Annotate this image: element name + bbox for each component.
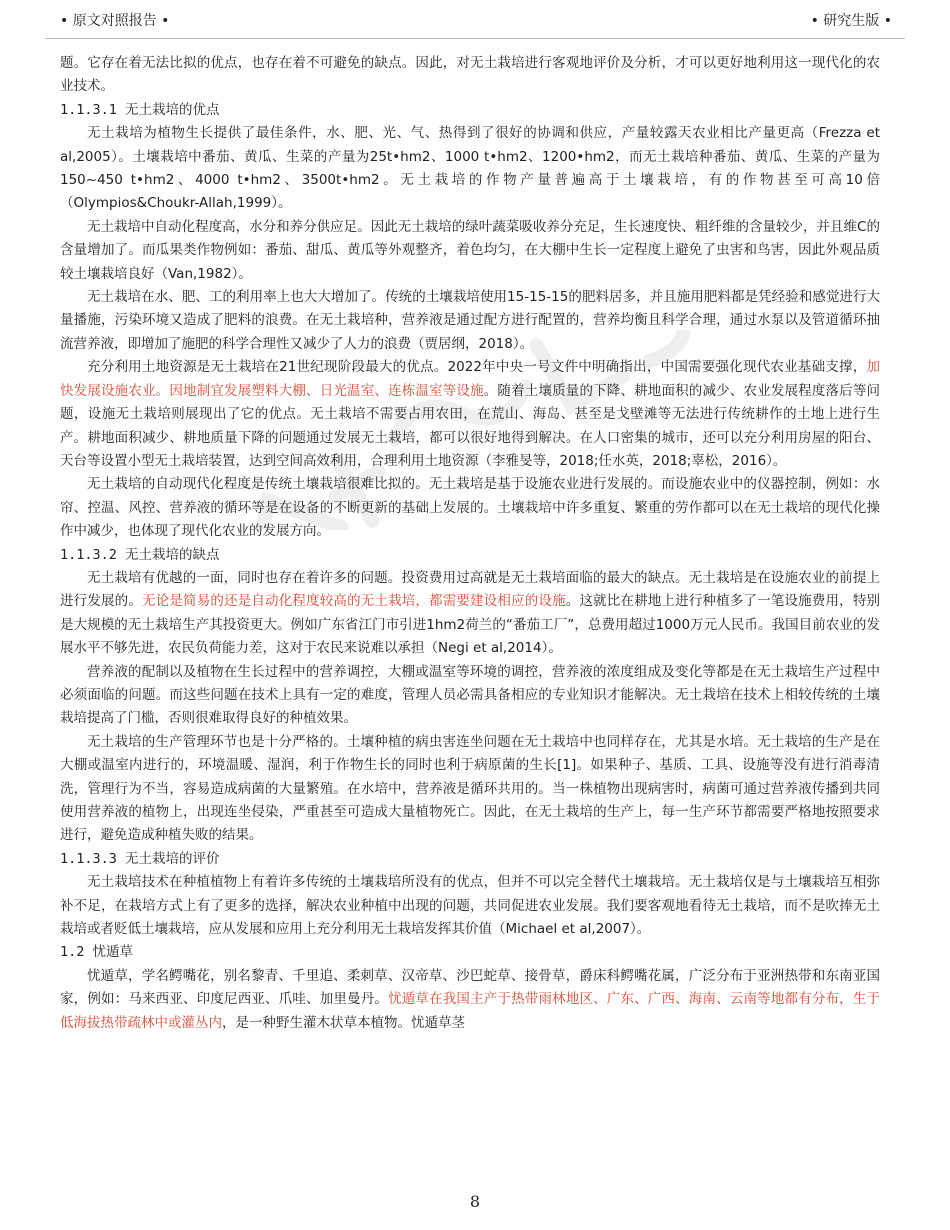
- header-report-title: • 原文对照报告 •: [60, 13, 170, 29]
- page-header: [0, 0, 950, 40]
- highlighted-text: 加快发展设施农业。因地制宜发展塑料大棚、日光温室、连栋温室等设施: [60, 359, 880, 399]
- text-segment: 忧遁草，学名鳄嘴花，别名黎青、千里追、柔刺草、汉帝草、沙巴蛇草、接骨草，爵床科鳄嘴花属，广泛分布于亚洲热带和东南亚国家，例如：马来西亚、印度尼西亚、爪哇、加里曼丹。: [60, 967, 880, 1008]
- header-edition: • 研究生版 •: [810, 13, 892, 29]
- paragraph-modernization: 无土栽培的自动现代化程度是传统土壤栽培很难比拟的。无土栽培是基于设施农业进行发展的。而设施农业中的仪器控制，例如：水帘、控温、风控、营养液的循环等是在设备的不断更新的基础上发展的。土壤栽培中许多重复、繁重的劳作都可以在无土栽培的现代化操作中减少，也体现了现代化农业的发展方向。: [60, 476, 880, 540]
- section-heading-disadvantages: 1.1.3.2 无土栽培的缺点: [60, 546, 220, 563]
- paragraph-yield: 无土栽培为植物生长提供了最佳条件，水、肥、光、气、热得到了很好的协调和供应，产量较露天农业相比产量更高（Frezza et al,2005）。土壤栽培中番茄、黄瓜、生菜的产量为25t•hm2、1000 t•hm2、1200•hm2，而无土栽培种番茄、黄瓜、生菜的产量为150~450 t•hm2、4000 t•hm2、3500t•hm2。无土栽培的作物产量普遍高于土壤栽培，有的作物甚至可高10倍（Olympios&Choukr-Allah,1999）。: [60, 125, 880, 212]
- paragraph-resource-efficiency: 无土栽培在水、肥、工的利用率上也大大增加了。传统的土壤栽培使用15-15-15的肥料居多，并且施用肥料都是凭经验和感觉进行大量播施，污染环境又造成了肥料的浪费。在无土栽培种，营养液是通过配方进行配置的，营养均衡且科学合理，通过水泵以及管道循环抽流营养液，即增加了施肥的科学合理性又减少了人力的浪费（贾居纲，2018）。: [60, 289, 880, 352]
- paragraph-investment: [60, 567, 880, 661]
- paragraph-technical-difficulty: 营养液的配制以及植物在生长过程中的营养调控，大棚或温室等环境的调控，营养液的浓度组成及变化等都是在无土栽培生产过程中必须面临的问题。而这些问题在技术上具有一定的难度，管理人员必需具备相应的专业知识才能解决。无土栽培在技术上相较传统的土壤栽培提高了门槛，否则很难取得良好的种植效果。: [60, 663, 880, 727]
- text-segment: 。这就比在耕地上进行种植多了一笔设施费用，特别是大规模的无土栽培生产其投资更大。例如广东省江门市引进1hm2荷兰的“番茄工厂”，总费用超过1000万元人民币。我国目前农业的发展水平不够先进，农民负荷能力差，这对于农民来说难以承担（Negi et al,2014）。: [60, 593, 881, 657]
- document-body: [60, 52, 880, 1035]
- section-heading-plant: 1.2 忧遁草: [60, 944, 134, 961]
- paragraph-automation-quality: 无土栽培中自动化程度高，水分和养分供应足。因此无土栽培的绿叶蔬菜吸收养分充足，生长速度快、粗纤维的含量较少，并且维C的含量增加了。而瓜果类作物例如：番茄、甜瓜、黄瓜等外观整齐，着色均匀，在大棚中生长一定程度上避免了虫害和鸟害，因此外观品质较土壤栽培良好（Van,1982）。: [60, 218, 880, 282]
- header-divider: [45, 38, 905, 39]
- text-segment: ，是一种野生灌木状草本植物。忧遁草茎: [222, 1014, 465, 1031]
- text-segment: 。随着土壤质量的下降、耕地面积的减少、农业发展程度落后等问题，设施无土栽培则展现出了它的优点。无土栽培不需要占用农田，在荒山、海岛、甚至是戈壁滩等无法进行传统耕作的土地上进行生产。耕地面积减少、耕地质量下降的问题通过发展无土栽培，都可以很好地得到解决。在人口密集的城市，还可以充分利用房屋的阳台、天台等设置小型无土栽培装置，达到空间高效利用，合理利用土地资源（李雅旻等，2018;任水英，2018;辜松，2016）。: [60, 382, 881, 469]
- highlighted-text: 忧遁草在我国主产于热带雨林地区、广东、广西、海南、云南等地都有分布，生于低海拔热带疏林中或灌丛内: [60, 991, 881, 1031]
- section-heading-advantages: 1.1.3.1 无土栽培的优点: [60, 101, 220, 118]
- highlighted-text: 无论是简易的还是自动化程度较高的无土栽培，都需要建设相应的设施: [142, 593, 566, 610]
- paragraph-plant-description: [60, 965, 880, 1035]
- paragraph-land-use: [60, 356, 880, 473]
- page-number: 8: [469, 1192, 481, 1211]
- paragraph-evaluation: 无土栽培技术在种植植物上有着许多传统的土壤栽培所没有的优点，但并不可以完全替代土壤栽培。无土栽培仅是与土壤栽培互相弥补不足，在栽培方式上有了更多的选择，解决农业种植中出现的问题，共同促进农业发展。我们要客观地看待无土栽培，而不是吹捧无土栽培或者贬低土壤栽培，应从发展和应用上充分利用无土栽培发挥其价值（Michael et al,2007）。: [60, 874, 880, 938]
- section-heading-evaluation: 1.1.3.3 无土栽培的评价: [60, 850, 220, 867]
- paragraph-management: 无土栽培的生产管理环节也是十分严格的。土壤种植的病虫害连坐问题在无土栽培中也同样存在，尤其是水培。无土栽培的生产是在大棚或温室内进行的，环境温暖、湿润，利于作物生长的同时也利于病原菌的生长[1]。如果种子、基质、工具、设施等没有进行消毒清洗，管理行为不当，容易造成病菌的大量繁殖。在水培中，营养液是循环共用的。当一株植物出现病害时，病菌可通过营养液传播到共同使用营养液的植物上，出现连坐侵染，严重甚至可造成大量植物死亡。因此，在无土栽培的生产上，每一生产环节都需要严格地按照要求进行，避免造成种植失败的结果。: [60, 733, 880, 844]
- text-segment: 无土栽培有优越的一面，同时也存在着许多的问题。投资费用过高就是无土栽培面临的最大的缺点。无土栽培是在设施农业的前提上进行发展的。: [60, 569, 880, 610]
- paragraph-continuation: 题。它存在着无法比拟的优点，也存在着不可避免的缺点。因此，对无土栽培进行客观地评价及分析，才可以更好地利用这一现代化的农业技术。: [60, 55, 880, 95]
- text-segment: 充分利用土地资源是无土栽培在21世纪现阶段最大的优点。2022年中央一号文件中明确指出，中国需要强化现代农业基础支撑，: [87, 359, 867, 376]
